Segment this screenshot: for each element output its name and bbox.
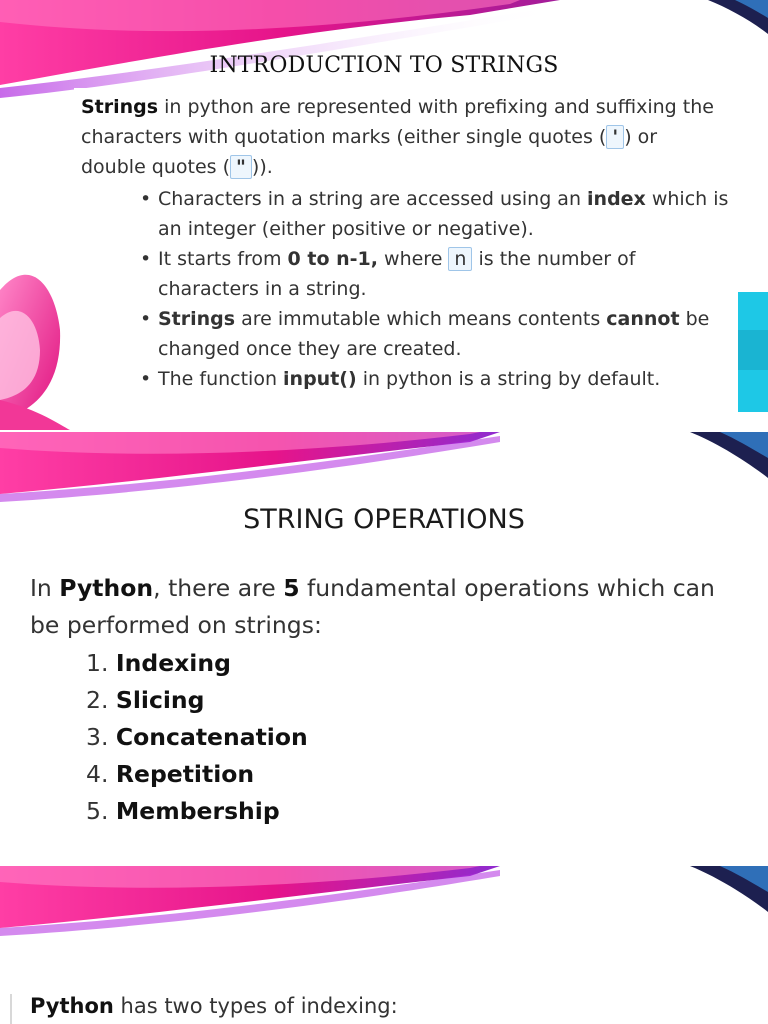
operations-list (86, 645, 308, 830)
bullet-text: The function (158, 368, 284, 390)
operation-item (86, 682, 308, 719)
single-quote-chip: ' (606, 125, 624, 149)
intro-text-1: in python are represented with prefixing and suffixing the characters with quotation marks (either single quotes ( (81, 96, 714, 148)
intro-text-3: )). (251, 156, 273, 178)
ops-text: In (30, 574, 60, 602)
bullet-item (140, 244, 730, 304)
bullet-text: is the number of characters in a string. (158, 248, 636, 300)
bullet-bold: index (587, 188, 646, 210)
ops-text: , there are (153, 574, 284, 602)
operation-label: Slicing (115, 686, 205, 714)
operation-item (86, 719, 308, 756)
bullet-dot-icon: • (140, 308, 152, 330)
ops-bold: Python (59, 574, 154, 602)
bullet-item (140, 184, 730, 244)
indexing-intro-paragraph (30, 994, 398, 1018)
operation-item (86, 756, 308, 793)
bullet-bold: 0 to n-1, (287, 248, 378, 270)
bullet-text: where (377, 248, 449, 270)
bullet-dot-icon: • (140, 248, 152, 270)
operation-number: 3. (86, 723, 116, 751)
bullet-dot-icon: • (140, 368, 152, 390)
bullet-text: Characters in a string are accessed using an (158, 188, 588, 210)
bullet-item (140, 364, 730, 394)
bullet-item (140, 304, 730, 364)
bullet-text: be changed once they are created. (158, 308, 710, 360)
intro-text-2: ) or double quotes ( (81, 126, 658, 178)
operation-label: Indexing (115, 649, 231, 677)
operation-item (86, 645, 308, 682)
operation-label: Concatenation (115, 723, 308, 751)
bullet-text: It starts from (158, 248, 288, 270)
operation-number: 2. (86, 686, 116, 714)
slide-2-title: STRING OPERATIONS (243, 504, 525, 535)
operation-number: 4. (86, 760, 116, 788)
strings-intro-paragraph (81, 92, 721, 182)
ops-bold: 5 (283, 574, 300, 602)
operation-number: 1. (86, 649, 116, 677)
bullet-text: are immutable which means contents (235, 308, 607, 330)
n-chip: n (448, 247, 472, 271)
operation-item (86, 793, 308, 830)
bullet-bold: Strings (158, 308, 236, 330)
slide-1 (0, 0, 768, 430)
slide-1-title: INTRODUCTION TO STRINGS (209, 53, 559, 78)
strings-bullet-list (140, 184, 730, 394)
indexing-text: has two types of indexing: (113, 994, 398, 1018)
python-bold: Python (30, 994, 114, 1018)
bullet-bold: input() (283, 368, 357, 390)
bullet-bold: cannot (606, 308, 680, 330)
operations-intro-paragraph (30, 570, 730, 644)
operation-label: Membership (115, 797, 280, 825)
double-quote-chip: " (230, 155, 252, 179)
slide-1-content (74, 88, 738, 425)
bullet-text: in python is a string by default. (356, 368, 661, 390)
strings-bold: Strings (81, 96, 159, 118)
ops-text: fundamental operations which can be performed on strings: (30, 574, 715, 639)
operation-label: Repetition (115, 760, 255, 788)
operation-number: 5. (86, 797, 116, 825)
bullet-dot-icon: • (140, 188, 152, 210)
bullet-text: which is an integer (either positive or negative). (158, 188, 729, 240)
